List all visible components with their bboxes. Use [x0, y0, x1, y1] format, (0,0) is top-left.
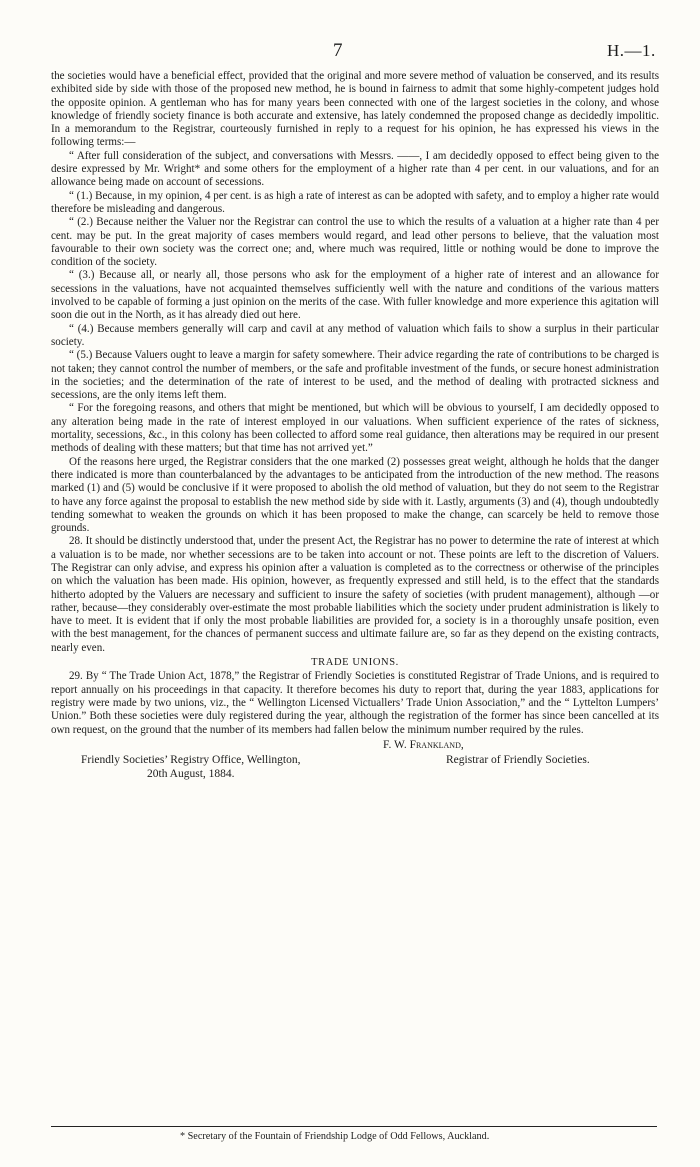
- paragraph-intro: the societies would have a beneficial effect, provided that the original and more severe method of valuation be conserved, and its results exhibited side by side with those of the proposed new method, he is bound in fairness to admit that some highly-competent judges hold the opposite opinion. A gentleman who has for many years been connected with one of the largest societies in the colony, and whose knowledge of friendly society finance is both accurate and extensive, has lately condemned the proposed change as decidedly impolitic. In a memorandum to the Registrar, courteously furnished in reply to a request for his opinion, he has expressed his views in the following terms:—: [51, 70, 659, 149]
- paragraph-29: 29. By “ The Trade Union Act, 1878,” the Registrar of Friendly Societies is constituted Registrar of Trade Unions, and is required to report annually on his proceedings in that capacity. It therefore becomes his duty to report that, during the year 1883, applications for registry were made by two unions, viz., the “ Wellington Licensed Victuallers’ Trade Union Association,” and the “ Lyttelton Lumpers’ Union.” Both these societies were duly registered during the year, although the registration of the former has since been cancelled at its own request, on the ground that the number of its members had fallen below the minimum number required by the rules.: [51, 670, 659, 736]
- document-id: H.—1.: [607, 41, 656, 60]
- document-body: [51, 70, 659, 783]
- paragraph-registrar-view: Of the reasons here urged, the Registrar considers that the one marked (2) possesses great weight, although he holds that the danger there indicated is more than counterbalanced by the advantages to be anticipated from the introduction of the new method. The reasons marked (1) and (5) would be conclusive if it were proposed to abolish the old method of valuation, but they do not seem to the Registrar to have any force against the proposal to establish the new method side by side with it. Lastly, arguments (3) and (4), though undoubtedly tending somewhat to weaken the grounds on which it has been proposed to make the change, can scarcely be held to remove those grounds.: [51, 455, 659, 535]
- signatory-title: Registrar of Friendly Societies.: [446, 753, 590, 766]
- signature-date: 20th August, 1884.: [147, 767, 235, 780]
- footnote: * Secretary of the Fountain of Friendship Lodge of Odd Fellows, Auckland.: [180, 1131, 490, 1142]
- footnote-divider: [51, 1126, 657, 1127]
- page-header: [0, 40, 700, 62]
- quote-reason-2: “ (2.) Because neither the Valuer nor the Registrar can control the use to which the results of a valuation at a higher rate than 4 per cent. may be put. In the great majority of cases members would regard, and lead other persons to believe, that the valuation most favourable to their own society was the correct one; and, where much was required, little or nothing would be done to improve the condition of the society.: [51, 216, 659, 269]
- office-address: Friendly Societies’ Registry Office, Wellington,: [81, 753, 301, 766]
- quote-reason-5: “ (5.) Because Valuers ought to leave a margin for safety somewhere. Their advice regarding the rate of contributions to be charged is not taken; they cannot control the number of members, or the safe and profitable investment of the funds, or secure honest administration in the societies; and the determination of the rate of interest to be used, and the method of dealing with protracted sickness and secessions, are the only items left them.: [51, 349, 659, 402]
- paragraph-28: 28. It should be distinctly understood that, under the present Act, the Registrar has no power to determine the rate of interest at which a valuation is to be made, nor whether secessions are to be taken into account or not. These points are left to the discretion of Valuers. The Registrar can only advise, and express his opinion after a valuation is completed as to the correctness or otherwise of the principles on which the valuation has been made. His opinion, however, as frequently expressed and still held, is to the effect that the standards hitherto adopted by the Valuers are necessary and sufficient to insure the safety of societies (with prudent management), although —or rather, because—they considerably over-estimate the most probable liabilities which the society under prudent administration is likely to have to meet. It is evident that if only the most probable liabilities are provided for, a society is in a thoroughly unsafe position, even with the best management, for the chances of permanent success and ultimate failure are, so far as they depend on the existing contracts, nearly even.: [51, 535, 659, 654]
- section-heading-trade-unions: TRADE UNIONS.: [311, 657, 399, 669]
- signatory-name: F. W. Frankland,: [383, 738, 464, 751]
- signature-block: [51, 739, 659, 783]
- quote-reason-4: “ (4.) Because members generally will carp and cavil at any method of valuation which fails to show a surplus in their particular society.: [51, 322, 659, 348]
- quote-conclusion: “ For the foregoing reasons, and others that might be mentioned, but which will be obvious to yourself, I am decidedly opposed to any alteration being made in the rate of interest employed in our valuations. When sufficient experience of the rates of sickness, mortality, secessions, &c., in this colony has been collected to afford some real guidance, then alterations may be required in our present methods of dealing with these matters; but that time has not arrived yet.”: [51, 402, 659, 455]
- page-number: 7: [333, 40, 343, 61]
- quote-reason-3: “ (3.) Because all, or nearly all, those persons who ask for the employment of a higher rate of interest and an allowance for secessions in the valuations, have not acquainted themselves sufficiently well with the nature and conditions of the various matters involved to be capable of forming a just opinion on the merits of the case. With fuller knowledge and more experience this agitation will soon die out in the North, as it has already died out here.: [51, 269, 659, 322]
- quote-reason-1: “ (1.) Because, in my opinion, 4 per cent. is as high a rate of interest as can be adopted with safety, and to employ a higher rate would therefore be misleading and dangerous.: [51, 189, 659, 215]
- quote-opening: “ After full consideration of the subject, and conversations with Messrs. ——, I am decidedly opposed to effect being given to the desire expressed by Mr. Wright* and some others for the employment of a higher rate than 4 per cent. in our valuations, and for an allowance being made on account of secessions.: [51, 149, 659, 189]
